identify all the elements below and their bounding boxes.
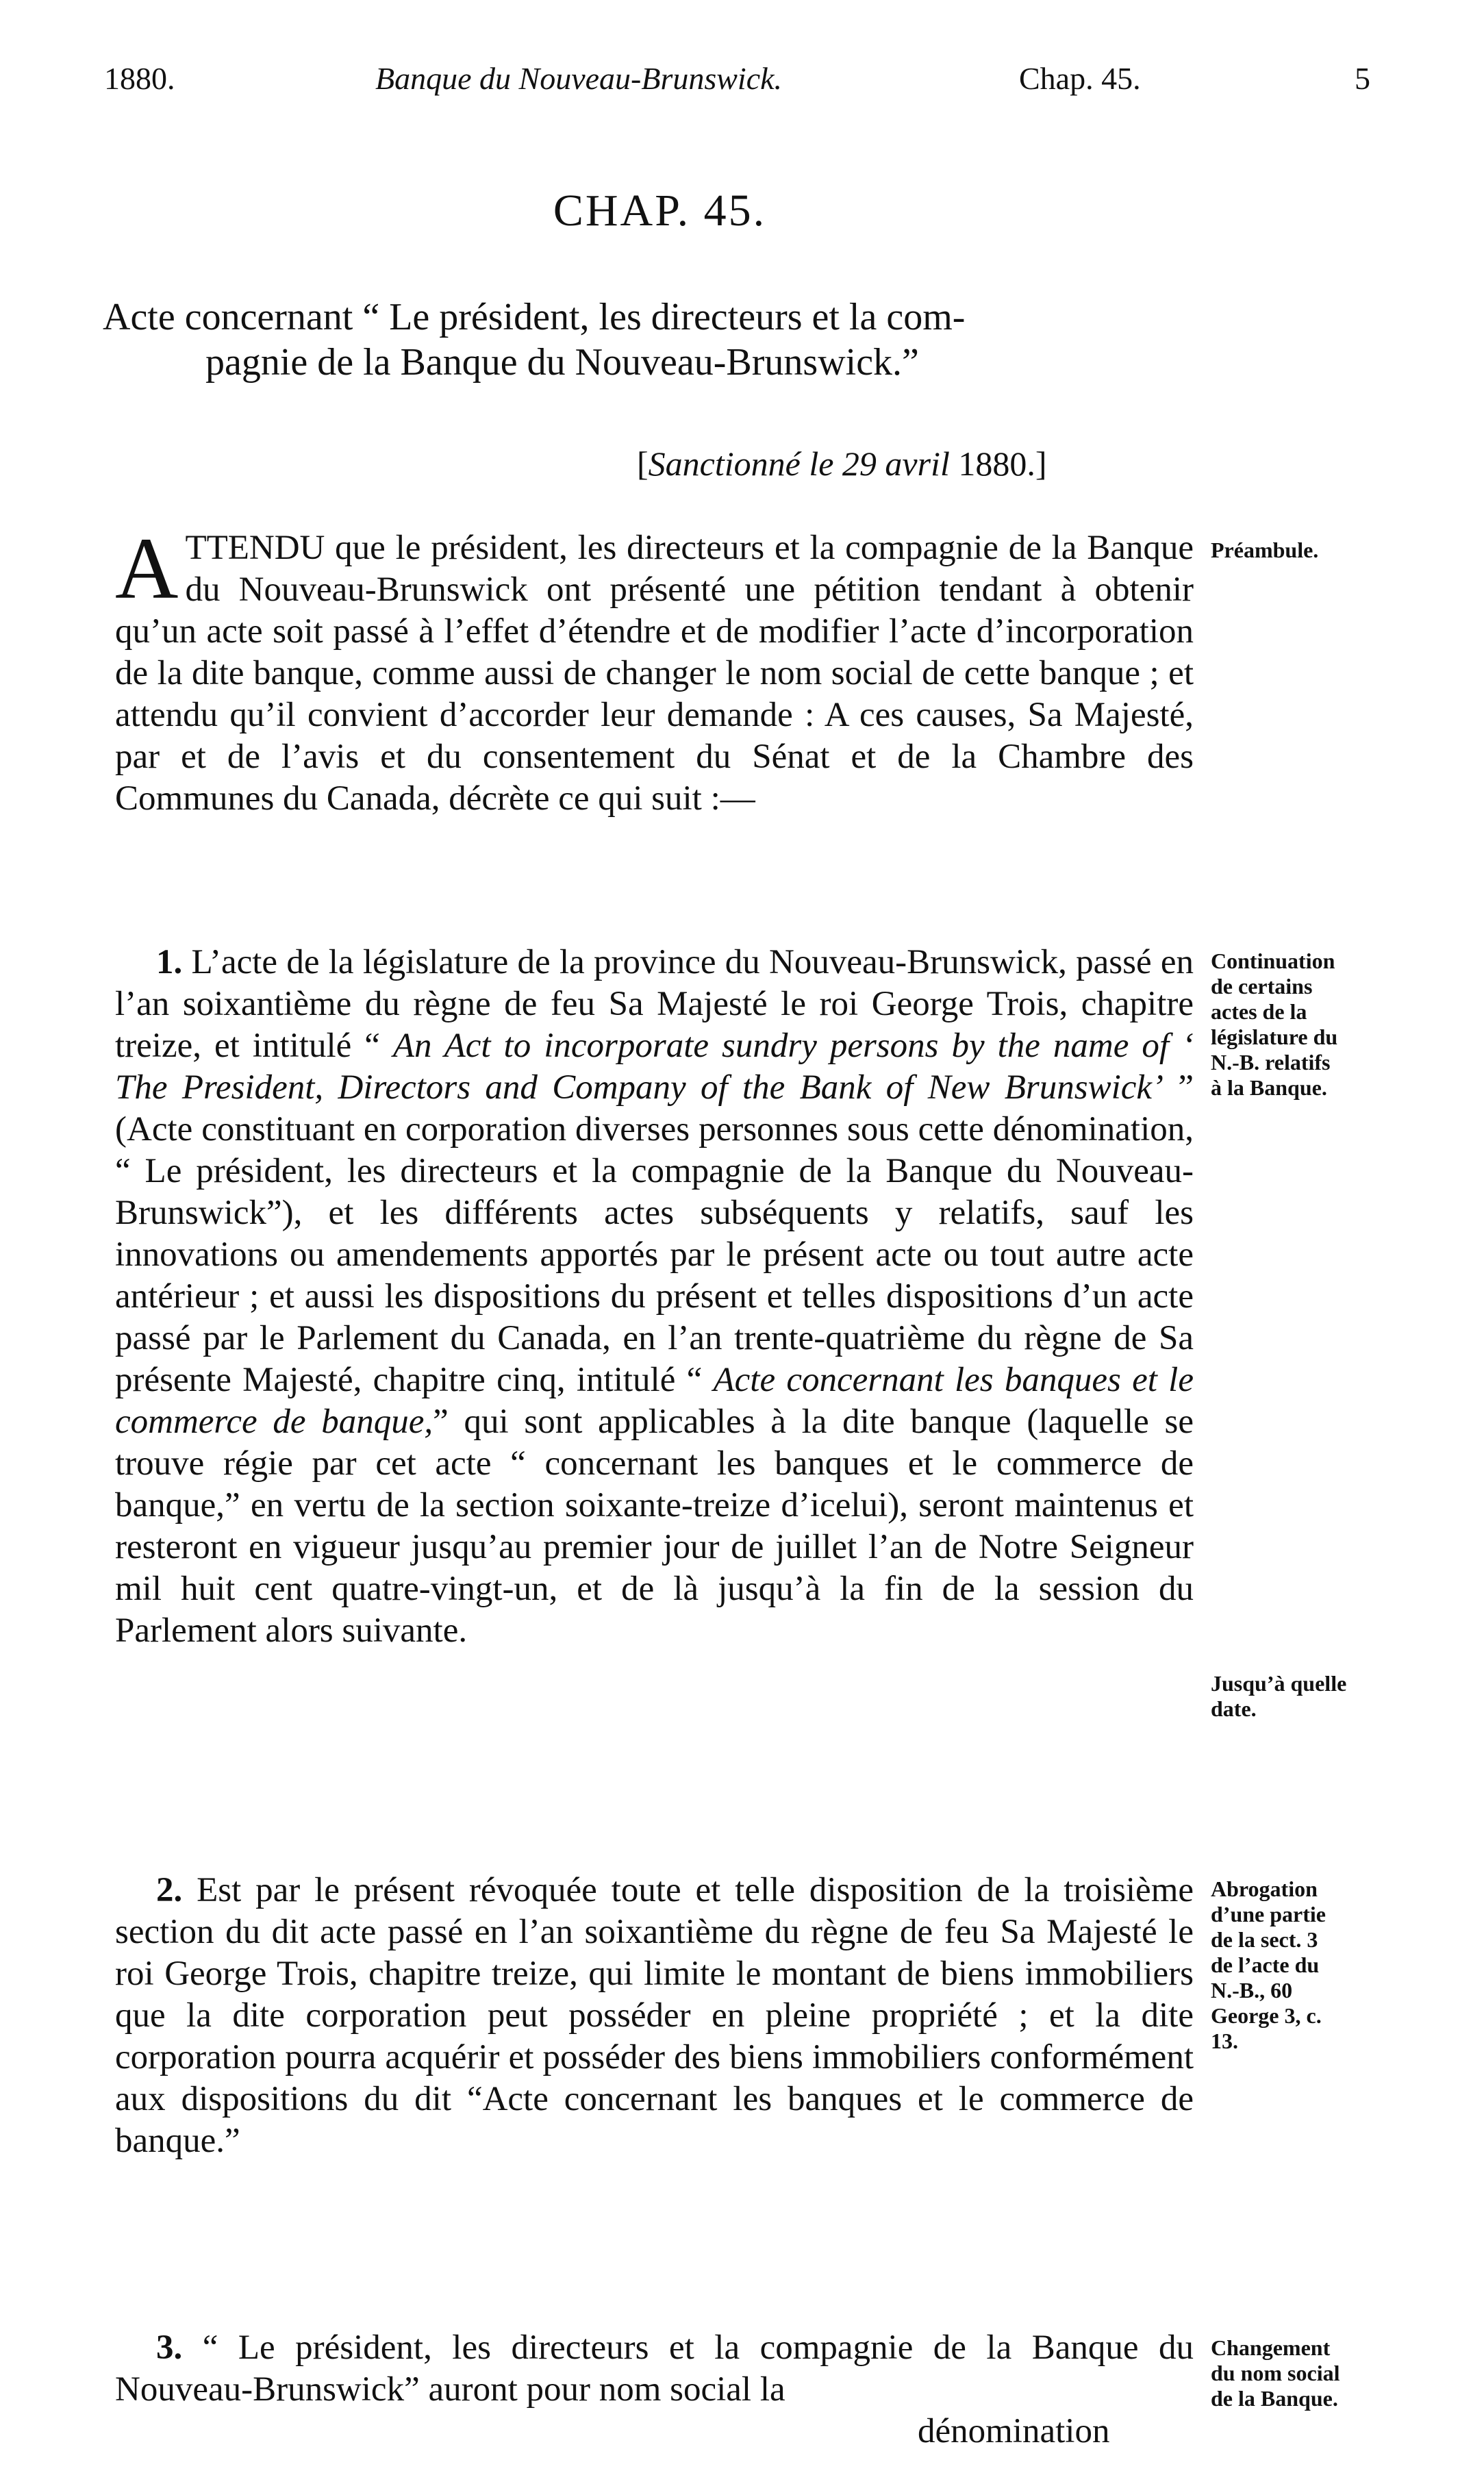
margin-note-line: 13. <box>1211 2029 1238 2053</box>
margin-note-line: Continuation <box>1211 949 1335 973</box>
margin-note-continuation <box>1211 949 1382 1101</box>
section-1 <box>115 942 1194 1652</box>
margin-note-line: Changement <box>1211 2335 1331 2360</box>
section-2 <box>115 1870 1194 2162</box>
margin-note-line: Jusqu’à quelle <box>1211 1671 1347 1696</box>
header-year: 1880. <box>104 61 175 96</box>
section-3-number: 3. <box>156 2328 183 2367</box>
margin-note-line: de l’acte du <box>1211 1953 1320 1977</box>
section-1-italic-b: Acte concernant les banques et le commerce de banque, <box>115 1361 1194 1441</box>
sanction-open: [ <box>637 444 649 483</box>
margin-note-line: actes de la <box>1211 999 1307 1024</box>
header-title: Banque du Nouveau-Brunswick. <box>375 61 783 96</box>
margin-note-date <box>1211 1671 1382 1722</box>
margin-note-line: à la Banque. <box>1211 1075 1327 1100</box>
margin-note-line: Préambule. <box>1211 538 1319 562</box>
margin-note-line: N.-B., 60 <box>1211 1978 1293 2003</box>
act-title-line2: pagnie de la Banque du Nouveau-Brunswick.” <box>205 341 919 384</box>
section-1-italic-a: An Act to incorporate sundry persons by the name of ‘ The President, Directors and Company of the Bank of New Brunswick’ <box>115 1027 1194 1107</box>
margin-note-line: Abrogation <box>1211 1876 1318 1901</box>
act-title-line1: Acte concernant “ Le président, les directeurs et la com- <box>103 296 966 338</box>
margin-note-line: de certains <box>1211 974 1313 999</box>
page-number: 5 <box>1355 61 1370 96</box>
act-title <box>103 294 1192 385</box>
section-1-text-a: L’acte de la législature de la province du Nouveau-Brunswick, passé en l’an soixantième du règne de feu Sa Majesté le roi George Trois, chapitre treize, et intitulé “ <box>115 943 1194 1065</box>
margin-note-line: législature du <box>1211 1025 1338 1049</box>
chapter-title-text: CHAP. 45. <box>553 186 767 236</box>
dropcap: A <box>115 520 179 617</box>
section-3-catchword: dénomination <box>918 2412 1110 2450</box>
chapter-title <box>0 185 1484 237</box>
margin-note-line: de la Banque. <box>1211 2386 1338 2411</box>
section-1-text-b: ” (Acte constituant en corporation diverses personnes sous cette dénomination, “ Le président, les directeurs et la compagnie de la Banque du Nouveau-Brunswick”), et les différents actes subséquents y relatifs, sauf les innovations ou amendements apportés par le présent acte ou tout autre acte antérieur ; et aussi les dispositions du présent et telles dispositions d’un acte passé par le Parlement du Canada, en l’an trente-quatrième du règne de Sa présente Majesté, chapitre cinq, intitulé “ <box>115 1068 1194 1399</box>
section-2-text: Est par le présent révoquée toute et telle disposition de la troisième section du dit acte passé en l’an soixantième du règne de feu Sa Majesté le roi George Trois, chapitre treize, qui limite le montant de biens immobiliers que la dite corporation peut posséder en pleine propriété ; et la dite corporation pourra acquérir et posséder des biens immobiliers conformément aux dispositions du dit “Acte concernant les banques et le commerce de banque.” <box>115 1871 1194 2160</box>
margin-note-line: d’une partie <box>1211 1902 1326 1926</box>
margin-note-line: date. <box>1211 1696 1257 1721</box>
section-3 <box>115 2327 1194 2411</box>
margin-note-line: du nom social <box>1211 2361 1340 2385</box>
section-2-number: 2. <box>156 1871 183 1909</box>
margin-note-line: de la sect. 3 <box>1211 1927 1318 1952</box>
preamble <box>115 520 1194 820</box>
sanction-close: 1880.] <box>949 444 1047 483</box>
margin-note-name-change <box>1211 2335 1382 2411</box>
margin-note-preamble <box>1211 538 1382 563</box>
section-1-number: 1. <box>156 943 183 981</box>
section-1-text-c: ” qui sont applicables à la dite banque (laquelle se trouve régie par cet acte “ concernant les banques et le commerce de banque,” en vertu de la section soixante-treize d’icelui), seront maintenus et resteront en vigueur jusqu’au premier jour de juillet l’an de Notre Seigneur mil huit cent quatre-vingt-un, et de là jusqu’à la fin de la session du Parlement alors suivante. <box>115 1403 1194 1650</box>
section-3-text: “ Le président, les directeurs et la compagnie de la Banque du Nouveau-Brunswick” auront pour nom social la <box>115 2328 1194 2409</box>
margin-note-line: George 3, c. <box>1211 2003 1322 2028</box>
margin-note-abrogation <box>1211 1876 1382 2054</box>
margin-note-line: N.-B. relatifs <box>1211 1050 1331 1075</box>
sanction-italic: Sanctionné le 29 avril <box>648 444 950 483</box>
header-chapter: Chap. 45. <box>1019 61 1141 96</box>
sanction-date <box>637 444 1047 484</box>
preamble-text: TTENDU que le président, les directeurs et la compagnie de la Banque du Nouveau-Brunswick ont présenté une pétition tendant à obtenir qu’un acte soit passé à l’effet d’étendre et de modifier l’acte d’incorporation de la dite banque, comme aussi de changer le nom social de cette banque ; et attendu qu’il convient d’accorder leur demande : A ces causes, Sa Majesté, par et de l’avis et du consentement du Sénat et de la Chambre des Communes du Canada, décrète ce qui suit :— <box>115 529 1194 818</box>
